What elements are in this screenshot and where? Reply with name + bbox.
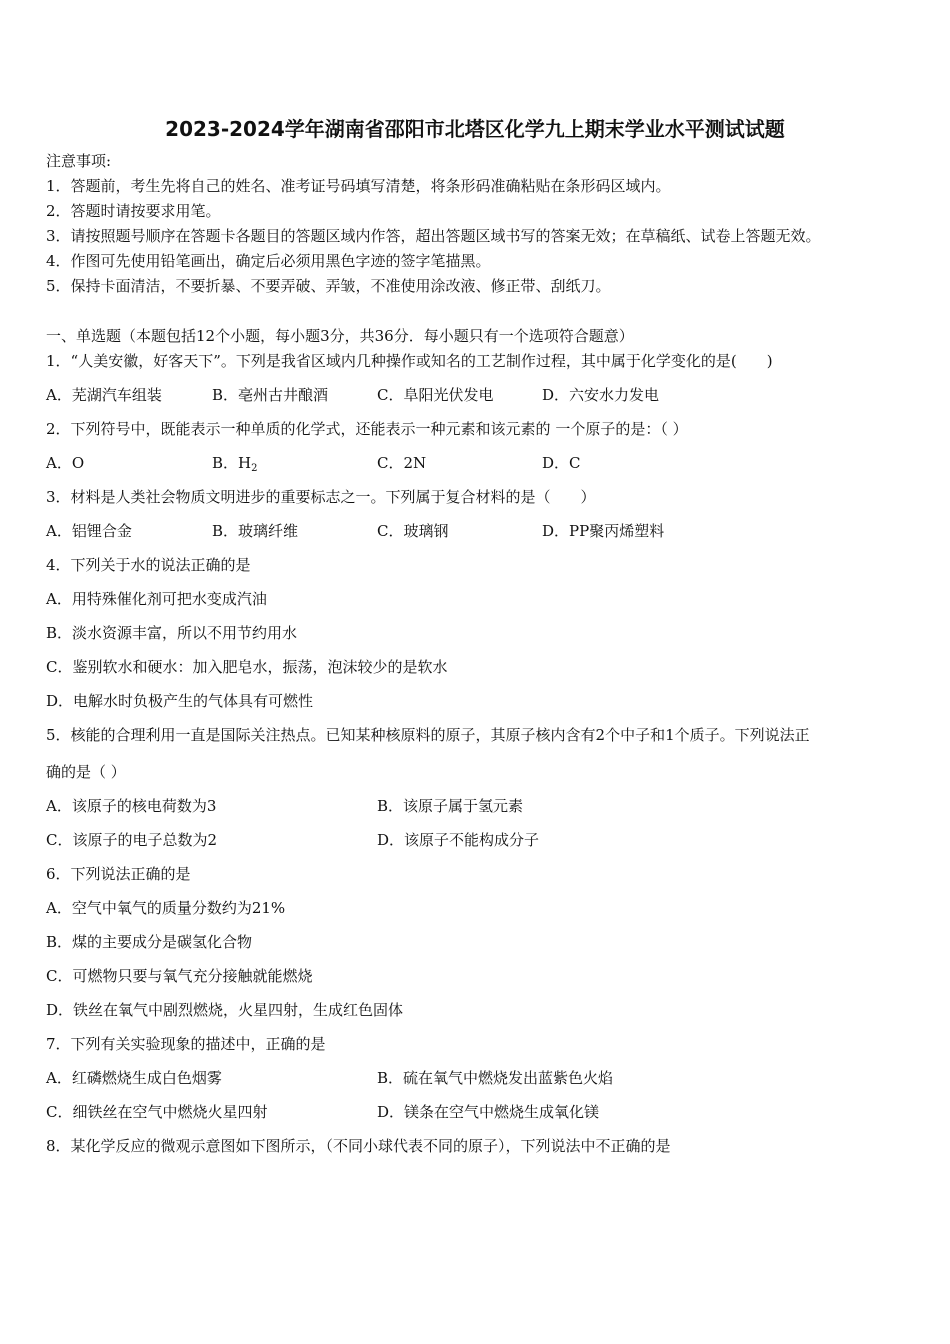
question-5-stem-line-1: 5．核能的合理利用一直是国际关注热点。已知某种核原料的原子，其原子核内含有2个中子和1个质子。下列说法正	[46, 726, 810, 744]
question-7-stem: 7．下列有关实验现象的描述中，正确的是	[46, 1035, 326, 1053]
question-3-stem: 3．材料是人类社会物质文明进步的重要标志之一。下列属于复合材料的是（ ）	[46, 488, 596, 506]
question-3-option-b: B．玻璃纤维	[212, 522, 299, 540]
question-4-option-a: A．用特殊催化剂可把水变成汽油	[46, 590, 267, 608]
question-2-stem: 2．下列符号中，既能表示一种单质的化学式，还能表示一种元素和该元素的 一个原子的是：（ ）	[46, 420, 688, 438]
question-4-option-d: D．电解水时负极产生的气体具有可燃性	[46, 692, 314, 710]
question-3-option-c: C．玻璃钢	[377, 522, 449, 540]
question-5-option-c: C．该原子的电子总数为2	[46, 831, 218, 849]
question-4-option-c: C．鉴别软水和硬水：加入肥皂水，振荡，泡沫较少的是软水	[46, 658, 448, 676]
question-1-option-d: D．六安水力发电	[542, 386, 660, 404]
question-5-option-b: B．该原子属于氢元素	[377, 797, 524, 815]
notice-heading: 注意事项:	[46, 152, 112, 170]
question-1-option-c: C．阜阳光伏发电	[377, 386, 494, 404]
question-5-option-d: D．该原子不能构成分子	[377, 831, 540, 849]
question-6-option-c: C．可燃物只要与氧气充分接触就能燃烧	[46, 967, 313, 985]
question-1-option-b: B．亳州古井酿酒	[212, 386, 329, 404]
question-6-option-b: B．煤的主要成分是碳氢化合物	[46, 933, 253, 951]
question-5-stem-line-2: 确的是（ ）	[46, 763, 126, 781]
question-3-option-d: D．PP聚丙烯塑料	[542, 522, 665, 540]
question-2-option-b-subscript: 2	[251, 463, 258, 474]
question-2-option-a: A．O	[46, 454, 85, 472]
notice-item-3: 3．请按照题号顺序在答题卡各题目的答题区域内作答，超出答题区域书写的答案无效；在草稿纸、试卷上答题无效。	[46, 227, 821, 245]
question-3-option-a: A．铝锂合金	[46, 522, 132, 540]
question-7-option-b: B．硫在氧气中燃烧发出蓝紫色火焰	[377, 1069, 614, 1087]
notice-item-5: 5．保持卡面清洁，不要折暴、不要弄破、弄皱，不准使用涂改液、修正带、刮纸刀。	[46, 277, 611, 295]
question-6-stem: 6．下列说法正确的是	[46, 865, 191, 883]
question-1-option-a: A．芜湖汽车组装	[46, 386, 162, 404]
notice-item-2: 2．答题时请按要求用笔。	[46, 202, 221, 220]
question-5-option-a: A．该原子的核电荷数为3	[46, 797, 217, 815]
question-6-option-d: D．铁丝在氧气中剧烈燃烧，火星四射，生成红色固体	[46, 1001, 404, 1019]
question-8-stem: 8．某化学反应的微观示意图如下图所示，（不同小球代表不同的原子），下列说法中不正确的是	[46, 1137, 671, 1155]
question-4-option-b: B．淡水资源丰富，所以不用节约用水	[46, 624, 298, 642]
question-6-option-a: A．空气中氧气的质量分数约为21%	[46, 899, 286, 917]
question-2-option-b	[212, 453, 257, 479]
question-7-option-d: D．镁条在空气中燃烧生成氧化镁	[377, 1103, 600, 1121]
question-1-stem: 1．“人美安徽，好客天下”。下列是我省区域内几种操作或知名的工艺制作过程，其中属于化学变化的是( )	[46, 352, 773, 370]
question-7-option-c: C．细铁丝在空气中燃烧火星四射	[46, 1103, 268, 1121]
notice-item-4: 4．作图可先使用铅笔画出，确定后必须用黑色字迹的签字笔描黑。	[46, 252, 491, 270]
exam-title: 2023-2024学年湖南省邵阳市北塔区化学九上期末学业水平测试试题	[165, 117, 785, 141]
question-7-option-a: A．红磷燃烧生成白色烟雾	[46, 1069, 222, 1087]
notice-item-1: 1．答题前，考生先将自己的姓名、准考证号码填写清楚，将条形码准确粘贴在条形码区域内。	[46, 177, 671, 195]
question-2-option-b-text: B．H	[212, 454, 252, 472]
question-2-option-d: D．C	[542, 454, 581, 472]
question-2-option-c: C．2N	[377, 454, 427, 472]
question-4-stem: 4．下列关于水的说法正确的是	[46, 556, 251, 574]
section-heading: 一、单选题（本题包括12个小题，每小题3分，共36分．每小题只有一个选项符合题意）	[46, 327, 634, 345]
